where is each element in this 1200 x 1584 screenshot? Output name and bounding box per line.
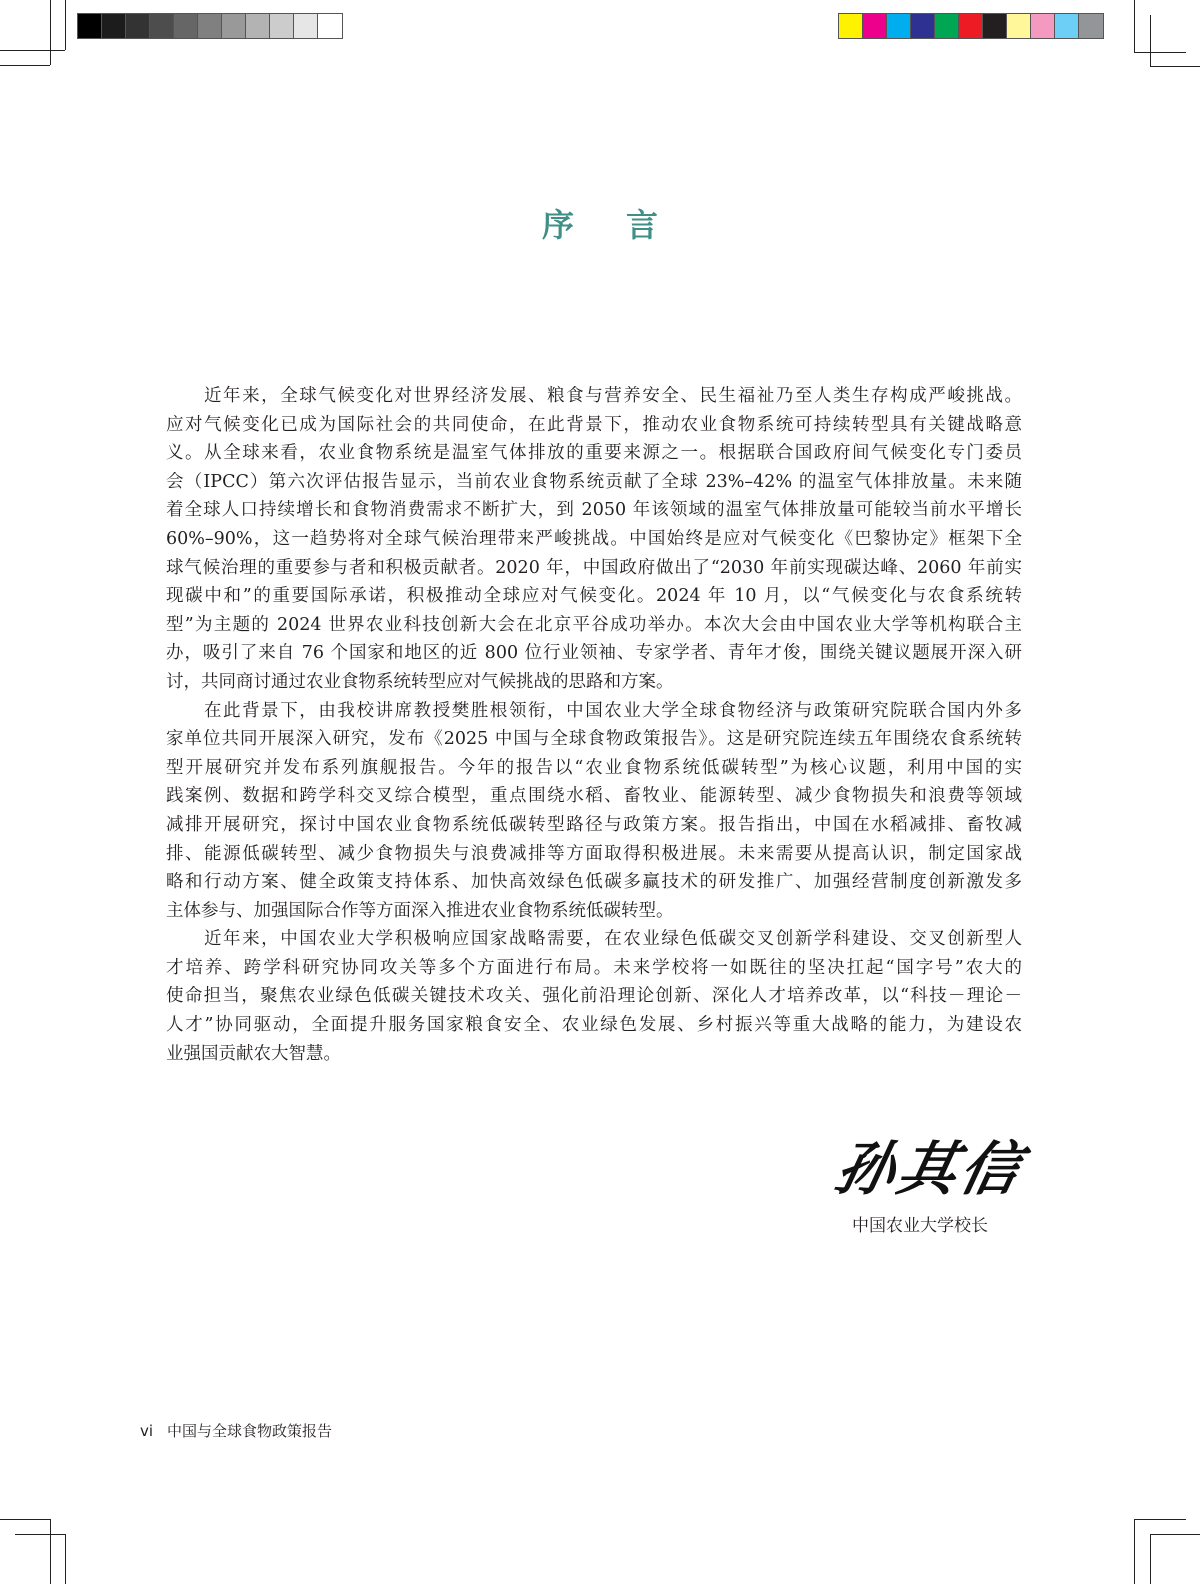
crop-mark-top-left [50, 0, 51, 65]
paragraph-line: 近年来，中国农业大学积极响应国家战略需要，在农业绿色低碳交叉创新学科建设、交叉创新型人 [204, 929, 1022, 950]
paragraph-line: 应对气候变化已成为国际社会的共同使命，在此背景下，推动农业食物系统可持续转型具有关键战略意 [166, 414, 1022, 435]
crop-mark-bottom-right [1150, 1534, 1151, 1584]
crop-mark-bottom-right [1134, 1519, 1186, 1520]
calibration-swatch [1031, 14, 1055, 38]
paragraph-line: 才培养、跨学科研究协同攻关等多个方面进行布局。未来学校将一如既往的坚决扛起“国字号”农大的 [166, 957, 1022, 978]
calibration-swatch [102, 14, 126, 38]
page-footer [140, 1420, 332, 1441]
paragraph-line: 60%–90%，这一趋势将对全球气候治理带来严峻挑战。中国始终是应对气候变化《巴黎协定》框架下全 [166, 528, 1022, 549]
crop-mark-top-right [1150, 15, 1151, 66]
crop-mark-top-right [1134, 0, 1135, 52]
calibration-swatch [1007, 14, 1031, 38]
calibration-swatch [246, 14, 270, 38]
paragraph-line: 使命担当，聚焦农业绿色低碳关键技术攻关、强化前沿理论创新、深化人才培养改革，以“科技－理论－ [166, 986, 1022, 1007]
calibration-swatch [911, 14, 935, 38]
calibration-swatch [270, 14, 294, 38]
calibration-swatch [1055, 14, 1079, 38]
paragraph-line: 讨，共同商讨通过农业食物系统转型应对气候挑战的思路和方案。 [166, 671, 674, 692]
page-number: vi [140, 1422, 154, 1440]
color-calibration-bar [838, 13, 1104, 39]
preface-body [166, 382, 1022, 1068]
crop-mark-top-right [1134, 52, 1186, 53]
page-title: 序言 [541, 206, 710, 244]
calibration-swatch [839, 14, 863, 38]
calibration-swatch [935, 14, 959, 38]
paragraph-line: 着全球人口持续增长和食物消费需求不断扩大，到 2050 年该领域的温室气体排放量可能较当前水平增长 [166, 500, 1022, 521]
calibration-swatch [126, 14, 150, 38]
running-title: 中国与全球食物政策报告 [167, 1422, 333, 1440]
paragraph-line: 业强国贡献农大智慧。 [166, 1043, 341, 1064]
paragraph-line: 型开展研究并发布系列旗舰报告。今年的报告以“农业食物系统低碳转型”为核心议题，利用中国的实 [166, 757, 1022, 778]
paragraph-line: 现碳中和”的重要国际承诺，积极推动全球应对气候变化。2024 年 10 月，以“气候变化与农食系统转 [166, 586, 1022, 607]
paragraph [166, 697, 1022, 926]
crop-mark-bottom-left [50, 1519, 51, 1584]
calibration-swatch [150, 14, 174, 38]
calibration-swatch [983, 14, 1007, 38]
paragraph [166, 382, 1022, 697]
signature: 孙其信 [829, 1135, 1031, 1203]
paragraph-line: 球气候治理的重要参与者和积极贡献者。2020 年，中国政府做出了“2030 年前实现碳达峰、2060 年前实 [166, 557, 1022, 578]
calibration-swatch [1079, 14, 1103, 38]
paragraph-line: 主体参与、加强国际合作等方面深入推进农业食物系统低碳转型。 [166, 900, 674, 921]
crop-mark-top-right [1150, 66, 1200, 67]
paragraph-line: 近年来，全球气候变化对世界经济发展、粮食与营养安全、民生福祉乃至人类生存构成严峻挑战。 [204, 386, 1022, 406]
crop-mark-bottom-left [15, 1534, 65, 1535]
calibration-swatch [174, 14, 198, 38]
paragraph-line: 义。从全球来看，农业食物系统是温室气体排放的重要来源之一。根据联合国政府间气候变化专门委员 [166, 443, 1022, 464]
paragraph-line: 人才”协同驱动，全面提升服务国家粮食安全、农业绿色发展、乡村振兴等重大战略的能力，为建设农 [166, 1015, 1022, 1036]
crop-mark-bottom-left [65, 1534, 66, 1584]
paragraph-line: 办，吸引了来自 76 个国家和地区的近 800 位行业领袖、专家学者、青年才俊，围绕关键议题展开深入研 [166, 643, 1022, 664]
calibration-swatch [959, 14, 983, 38]
crop-mark-bottom-right [1150, 1534, 1200, 1535]
paragraph-line: 会（IPCC）第六次评估报告显示，当前农业食物系统贡献了全球 23%–42% 的温室气体排放量。未来随 [166, 471, 1022, 492]
calibration-swatch [198, 14, 222, 38]
calibration-swatch [78, 14, 102, 38]
signature-caption: 中国农业大学校长 [852, 1216, 988, 1236]
calibration-swatch [294, 14, 318, 38]
paragraph-line: 在此背景下，由我校讲席教授樊胜根领衔，中国农业大学全球食物经济与政策研究院联合国内外多 [204, 700, 1022, 721]
crop-mark-top-left [0, 50, 65, 51]
grayscale-calibration-bar [77, 13, 343, 39]
paragraph-line: 家单位共同开展深入研究，发布《2025 中国与全球食物政策报告》。这是研究院连续五年围绕农食系统转 [166, 729, 1022, 750]
calibration-swatch [887, 14, 911, 38]
paragraph-line: 排、能源低碳转型、减少食物损失与浪费减排等方面取得积极进展。未来需要从提高认识，制定国家战 [166, 843, 1022, 864]
paragraph-line: 略和行动方案、健全政策支持体系、加快高效绿色低碳多赢技术的研发推广、加强经营制度创新激发多 [166, 872, 1022, 893]
crop-mark-bottom-right [1134, 1519, 1135, 1584]
paragraph-line: 减排开展研究，探讨中国农业食物系统低碳转型路径与政策方案。报告指出，中国在水稻减排、畜牧减 [166, 814, 1022, 835]
calibration-swatch [222, 14, 246, 38]
paragraph-line: 型”为主题的 2024 世界农业科技创新大会在北京平谷成功举办。本次大会由中国农业大学等机构联合主 [166, 614, 1022, 635]
crop-mark-bottom-left [0, 1519, 50, 1520]
calibration-swatch [318, 14, 342, 38]
calibration-swatch [863, 14, 887, 38]
paragraph-line: 践案例、数据和跨学科交叉综合模型，重点围绕水稻、畜牧业、能源转型、减少食物损失和浪费等领域 [166, 786, 1022, 807]
crop-mark-top-left [65, 0, 66, 50]
paragraph [166, 925, 1022, 1068]
crop-mark-top-left [0, 65, 50, 66]
